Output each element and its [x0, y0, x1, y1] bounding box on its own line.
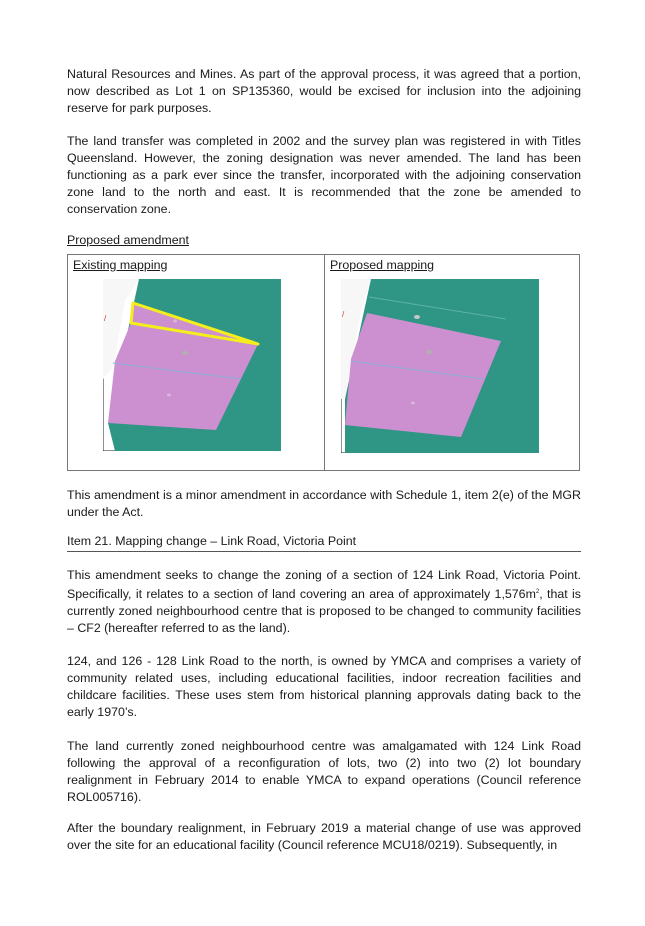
svg-text:/: /	[342, 310, 345, 319]
mapping-comparison-table	[67, 254, 580, 471]
paragraph-4	[67, 567, 581, 637]
paragraph-6: The land currently zoned neighbourhood centre was amalgamated with 124 Link Road following the approval of a reconfiguration of lots, two (2) into two (2) lot boundary realignment in February 2014 to enable YMCA to expand operations (Council reference ROL005716).	[67, 739, 581, 804]
table-divider	[324, 255, 325, 470]
proposed-amendment-heading: Proposed amendment	[67, 233, 189, 247]
paragraph-7: After the boundary realignment, in February 2019 a material change of use was approved over the site for an educational facility (Council reference MCU18/0219). Subsequently, in	[67, 821, 581, 852]
svg-text:/: /	[104, 314, 107, 323]
item-21-heading: Item 21. Mapping change – Link Road, Victoria Point	[67, 533, 581, 552]
paragraph-2: The land transfer was completed in 2002 and the survey plan was registered in with Titles Queensland. However, the zoning designation was never amended. The land has been functioning as a park ever since the transfer, incorporated with the adjoining conservation zone land to the north and east. It is recommended that the zone be amended to conservation zone.	[67, 134, 581, 216]
paragraph-1: Natural Resources and Mines. As part of the approval process, it was agreed that a portion, now described as Lot 1 on SP135360, would be excised for inclusion into the adjoining reserve for park purposes.	[67, 67, 581, 115]
proposed-mapping-label: Proposed mapping	[330, 258, 435, 272]
paragraph-3: This amendment is a minor amendment in accordance with Schedule 1, item 2(e) of the MGR under the Act.	[67, 488, 581, 519]
superscript-2: 2	[535, 589, 540, 595]
proposed-mapping-image	[341, 279, 539, 453]
existing-mapping-image	[103, 279, 281, 451]
paragraph-4-text-cont: , that is currently zoned neighbourhood centre that is proposed to be changed to community facilities – CF2 (hereafter referred to as the land).	[67, 587, 581, 636]
paragraph-5: 124, and 126 - 128 Link Road to the north, is owned by YMCA and comprises a variety of community related uses, including educational facilities, indoor recreation facilities and childcare facilities. These uses stem from historical planning approvals dating back to the early 1970’s.	[67, 654, 581, 719]
existing-mapping-label: Existing mapping	[73, 258, 168, 272]
paragraph-4-text: This amendment seeks to change the zoning of a section of 124 Link Road, Victoria Point. Specifically, it relates to a section of land covering an area of approximately 1,576m	[67, 568, 581, 602]
